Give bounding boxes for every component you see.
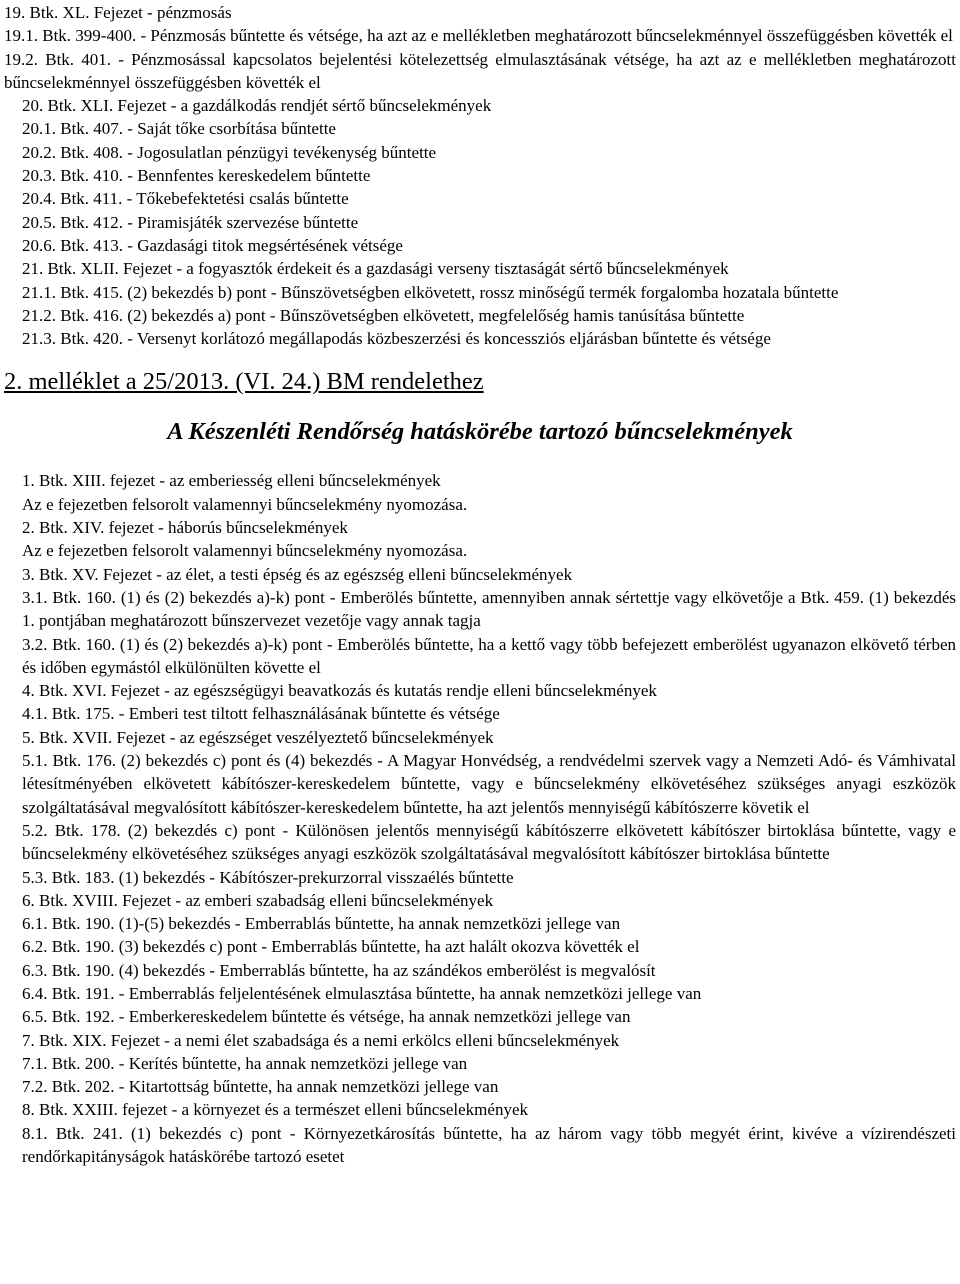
- document-line: 5.2. Btk. 178. (2) bekezdés c) pont - Különösen jelentős mennyiségű kábítószerre elkövetett kábítószer birtoklása bűntette, vagy e bűncselekmény elkövetéséhez szükséges anyagi eszközök szolgáltatásával megvalósított kábítószer birtoklása bűntette: [22, 820, 956, 864]
- document-line: 4.1. Btk. 175. - Emberi test tiltott felhasználásának bűntette és vétsége: [22, 704, 500, 724]
- document-line: 5.3. Btk. 183. (1) bekezdés - Kábítószer-prekurzorral visszaélés bűntette: [22, 867, 514, 887]
- document-line: 6.2. Btk. 190. (3) bekezdés c) pont - Emberrablás bűntette, ha azt halált okozva követték el: [22, 937, 640, 957]
- document-line: 5. Btk. XVII. Fejezet - az egészséget veszélyeztető bűncselekmények: [22, 727, 494, 747]
- document-line: 6. Btk. XVIII. Fejezet - az emberi szabadság elleni bűncselekmények: [22, 890, 494, 910]
- document-line: 7. Btk. XIX. Fejezet - a nemi élet szabadsága és a nemi erkölcs elleni bűncselekmények: [22, 1030, 620, 1050]
- annex-title: A Készenléti Rendőrség hatáskörébe tartozó bűncselekmények: [167, 418, 793, 446]
- document-line: 6.3. Btk. 190. (4) bekezdés - Emberrablás bűntette, ha az szándékos emberölést is megvalósít: [22, 960, 656, 980]
- document-line: 19.1. Btk. 399-400. - Pénzmosás bűntette és vétsége, ha azt az e mellékletben meghatározott bűncselekménnyel összefüggésben követték el: [4, 26, 953, 46]
- annex-2-list: [4, 469, 956, 1168]
- document-line: 7.2. Btk. 202. - Kitartottság bűntette, ha annak nemzetközi jellege van: [22, 1077, 499, 1097]
- document-line: 20.6. Btk. 413. - Gazdasági titok megsértésének vétsége: [22, 235, 403, 255]
- document-line: 21.1. Btk. 415. (2) bekezdés b) pont - Bűnszövetségben elkövetett, rossz minőségű termék forgalomba hozatala bűntette: [22, 282, 839, 302]
- document-line: 20.1. Btk. 407. - Saját tőke csorbítása bűntette: [22, 119, 336, 139]
- document-line: 4. Btk. XVI. Fejezet - az egészségügyi beavatkozás és kutatás rendje elleni bűncselekmények: [22, 681, 657, 701]
- document-line: 6.5. Btk. 192. - Emberkereskedelem bűntette és vétsége, ha annak nemzetközi jellege van: [22, 1007, 631, 1027]
- document-line: 21. Btk. XLII. Fejezet - a fogyasztók érdekeit és a gazdasági verseny tisztaságát sértő bűncselekmények: [22, 259, 729, 279]
- document-line: 8.1. Btk. 241. (1) bekezdés c) pont - Környezetkárosítás bűntette, ha az három vagy több megyét érint, kivéve a vízirendészeti rendőrkapitányságok hatáskörébe tartozó esetet: [22, 1123, 956, 1167]
- document-line: 3.2. Btk. 160. (1) és (2) bekezdés a)-k) pont - Emberölés bűntette, ha a kettő vagy több befejezett emberölést ugyanazon elkövető térben és időben egymástól elkülönülten követte el: [22, 634, 956, 677]
- document-line: 20.2. Btk. 408. - Jogosulatlan pénzügyi tevékenység bűntette: [22, 142, 437, 162]
- document-line: 3.1. Btk. 160. (1) és (2) bekezdés a)-k) pont - Emberölés bűntette, amennyiben annak sértettje vagy elkövetője a Btk. 459. (1) bekezdés 1. pontjában meghatározott bűnszervezet vezetője vagy annak tagja: [22, 587, 956, 631]
- document-line: Az e fejezetben felsorolt valamennyi bűncselekmény nyomozása.: [22, 494, 468, 514]
- document-line: 20.5. Btk. 412. - Piramisjáték szervezése bűntette: [22, 212, 359, 232]
- document-line: 6.4. Btk. 191. - Emberrablás feljelentésének elmulasztása bűntette, ha annak nemzetközi jellege van: [22, 983, 702, 1003]
- document-line: 20.3. Btk. 410. - Bennfentes kereskedelem bűntette: [22, 166, 371, 186]
- document-line: 21.2. Btk. 416. (2) bekezdés a) pont - Bűnszövetségben elkövetett, megfelelőség hamis tanúsítása bűntette: [22, 305, 745, 325]
- document-line: 20. Btk. XLI. Fejezet - a gazdálkodás rendjét sértő bűncselekmények: [22, 96, 492, 116]
- document-line: 5.1. Btk. 176. (2) bekezdés c) pont és (4) bekezdés - A Magyar Honvédség, a rendvédelmi szervek vagy a Nemzeti Adó- és Vámhivatal létesítményében elkövetett kábítószer-kereskedelem bűntette, vagy e bűncselekmény elkövetéséhez szükséges anyagi eszközök szolgáltatásával megvalósított kábítószer-kereskedelem bűntette, ha azt jelentős mennyiségű kábítószerre követik el: [22, 751, 956, 817]
- document-line: 20.4. Btk. 411. - Tőkebefektetési csalás bűntette: [22, 189, 349, 209]
- document-line: 3. Btk. XV. Fejezet - az élet, a testi épség és az egészség elleni bűncselekmények: [22, 564, 573, 584]
- document-line: 2. Btk. XIV. fejezet - háborús bűncselekmények: [22, 518, 348, 538]
- document-line: 1. Btk. XIII. fejezet - az emberiesség elleni bűncselekmények: [22, 471, 441, 491]
- annex-heading: 2. melléklet a 25/2013. (VI. 24.) BM rendelethez: [4, 368, 484, 396]
- document-line: 8. Btk. XXIII. fejezet - a környezet és a természet elleni bűncselekmények: [22, 1100, 528, 1120]
- document-line: 19.2. Btk. 401. - Pénzmosással kapcsolatos bejelentési kötelezettség elmulasztásának vétsége, ha azt az e mellékletben meghatározott bűncselekménnyel összefüggésben követték el: [4, 49, 956, 92]
- document-line: Az e fejezetben felsorolt valamennyi bűncselekmény nyomozása.: [22, 541, 468, 561]
- document-line: 7.1. Btk. 200. - Kerítés bűntette, ha annak nemzetközi jellege van: [22, 1053, 468, 1073]
- document-line: 6.1. Btk. 190. (1)-(5) bekezdés - Emberrablás bűntette, ha annak nemzetközi jellege van: [22, 914, 621, 934]
- document-line: 21.3. Btk. 420. - Versenyt korlátozó megállapodás közbeszerzési és koncessziós eljárásban bűntette és vétsége: [22, 329, 771, 349]
- annex-1-continuation: [4, 1, 956, 350]
- document-line: 19. Btk. XL. Fejezet - pénzmosás: [4, 3, 232, 22]
